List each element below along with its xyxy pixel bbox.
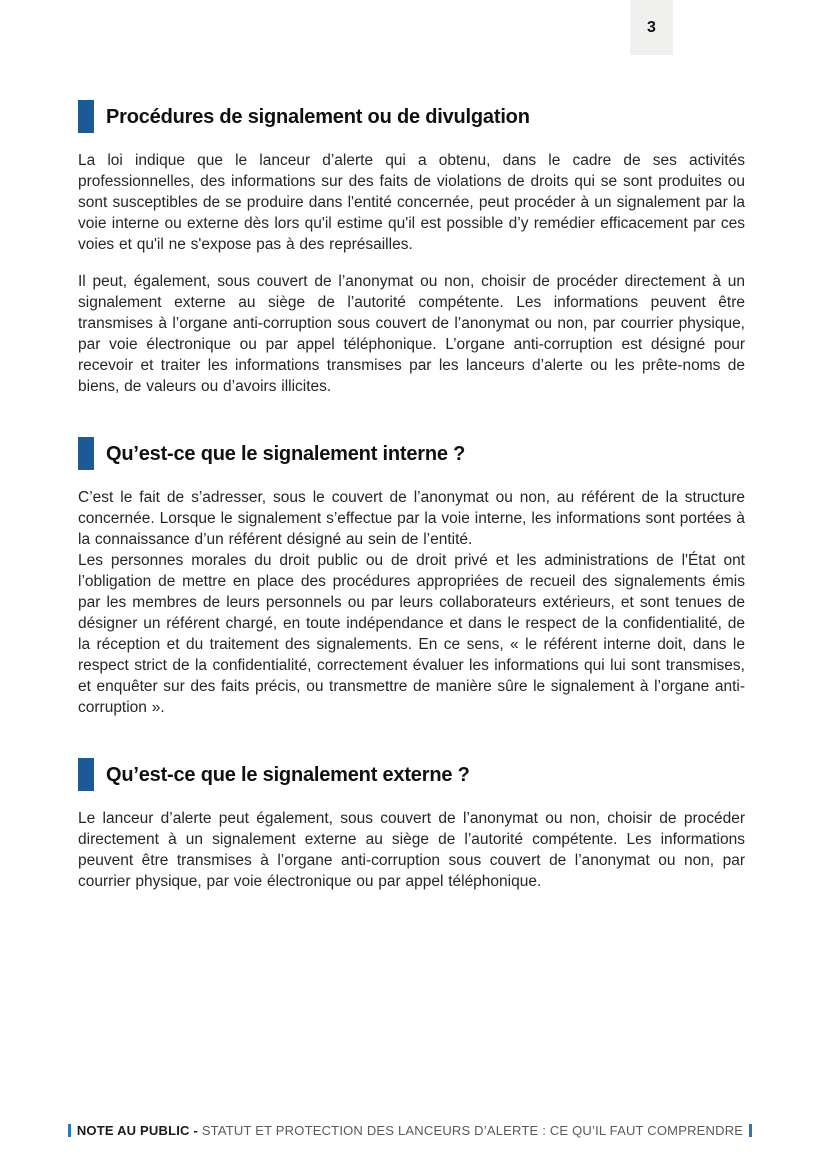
heading-square-icon xyxy=(78,437,94,470)
heading-square-icon xyxy=(78,100,94,133)
section-heading xyxy=(78,100,745,133)
paragraph: Les personnes morales du droit public ou de droit privé et les administrations de l'État ont l’obligation de mettre en place des procédures appropriées de recueil des signalements émis par les membres de leurs personnels ou par leurs collaborateurs extérieurs, et sont tenues de désigner un référent chargé, en toute indépendance et dans le respect de la confidentialité, de la réception et du traitement des signalements. En ce sens, « le référent interne doit, dans le respect strict de la confidentialité, correctement évaluer les informations qui lui sont transmises, et enquêter sur des faits précis, ou transmettre de manière sûre le signalement à l’organe anti-corruption ». xyxy=(78,552,745,716)
footer-subtitle: STATUT ET PROTECTION DES LANCEURS D’ALERTE : CE QU’IL FAUT COMPRENDRE xyxy=(201,1123,744,1138)
paragraph: Il peut, également, sous couvert de l’anonymat ou non, choisir de procéder directement à un signalement externe au siège de l’autorité compétente. Les informations peuvent être transmises à l’organe anti-corruption sous couvert de l’anonymat ou non, par courrier physique, par voie électronique ou par appel téléphonique. L’organe anti-corruption est désigné pour recevoir et traiter les informations transmises par les lanceurs d’alerte ou les prête-noms de biens, de valeurs ou d’avoirs illicites. xyxy=(78,273,745,395)
paragraph: C’est le fait de s’adresser, sous le couvert de l’anonymat ou non, au référent de la structure concernée. Lorsque le signalement s’effectue par la voie interne, les informations sont portées à la connaissance d’un référent désigné au sein de l’entité. xyxy=(78,489,745,548)
section-heading xyxy=(78,758,745,791)
section-heading-title: Procédures de signalement ou de divulgation xyxy=(106,105,530,128)
heading-square-icon xyxy=(78,758,94,791)
section-signalement-interne xyxy=(78,437,745,718)
footer-bar-right-icon xyxy=(749,1124,752,1137)
paragraph: La loi indique que le lanceur d’alerte qui a obtenu, dans le cadre de ses activités professionnelles, des informations sur des faits de violations de droits qui se sont produites ou sont susceptibles de se produire dans l'entité concernée, peut procéder à un signalement par la voie interne ou externe dès lors qu'il estime qu'il est possible d’y remédier efficacement par ces voies et qu'il ne s'expose pas à des représailles. xyxy=(78,152,745,253)
page-footer xyxy=(0,1123,820,1138)
document-content xyxy=(78,0,745,892)
section-heading xyxy=(78,437,745,470)
section-signalement-externe xyxy=(78,758,745,892)
section-procedures xyxy=(78,100,745,397)
footer-bar-left-icon xyxy=(68,1124,71,1137)
paragraph: Le lanceur d’alerte peut également, sous couvert de l’anonymat ou non, choisir de procéder directement à un signalement externe au siège de l’autorité compétente. Les informations peuvent être transmises à l’organe anti-corruption sous couvert de l’anonymat ou non, par courrier physique, par voie électronique ou par appel téléphonique. xyxy=(78,810,745,890)
page-number: 3 xyxy=(647,18,656,36)
section-heading-title: Qu’est-ce que le signalement interne ? xyxy=(106,442,466,465)
footer-title: NOTE AU PUBLIC - xyxy=(76,1123,198,1138)
section-heading-title: Qu’est-ce que le signalement externe ? xyxy=(106,763,470,786)
